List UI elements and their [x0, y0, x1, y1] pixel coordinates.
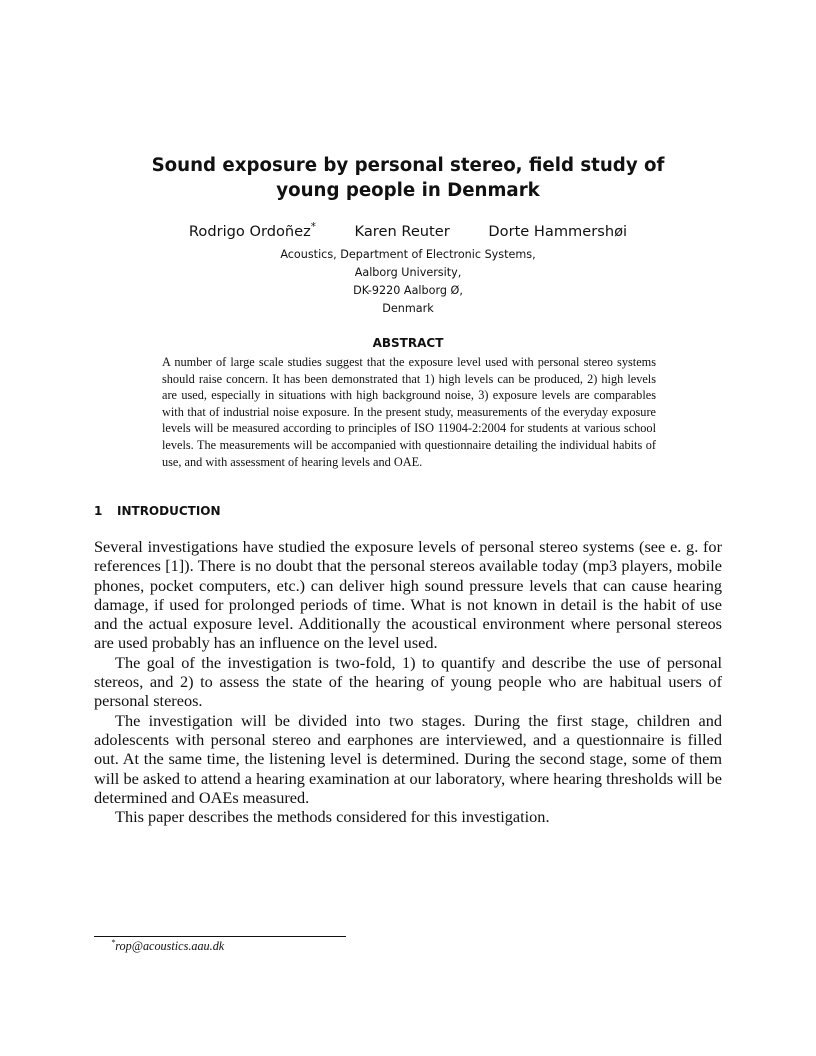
- paragraph-2: The goal of the investigation is two-fold, 1) to quantify and describe the use of personal stereos, and 2) to assess the state of the hearing of young people who are habitual users of personal stereos.: [94, 652, 722, 711]
- author-list: [0, 223, 816, 240]
- affiliation-line-3: DK-9220 Aalborg Ø,: [353, 284, 463, 297]
- introduction-body: [94, 537, 722, 826]
- paragraph-3: The investigation will be divided into two stages. During the first stage, children and adolescents with personal stereo and earphones are interviewed, and a questionnaire is filled out. At the same time, the listening level is determined. During the second stage, some of them will be asked to attend a hearing examination at our laboratory, where hearing thresholds will be determined and OAEs measured.: [94, 710, 722, 807]
- paper-title: [140, 153, 676, 203]
- footnote-email: rop@acoustics.aau.dk: [115, 939, 225, 953]
- footnote-rule: [94, 936, 346, 937]
- author-1-name: Rodrigo Ordoñez: [188, 223, 311, 240]
- paragraph-4: This paper describes the methods considered for this investigation.: [115, 807, 550, 827]
- footnote-mark: *: [111, 936, 116, 947]
- affiliation-line-4: Denmark: [382, 302, 434, 315]
- affiliation: [0, 246, 816, 318]
- title-line-1: Sound exposure by personal stereo, field study of: [151, 155, 665, 176]
- author-1-footnote-mark: *: [310, 222, 316, 234]
- paragraph-1: Several investigations have studied the exposure levels of personal stereo systems (see e. g. for references [1]). There is no doubt that the personal stereos available today (mp3 players, mobile phones, pocket computers, etc.) can deliver high sound pressure levels that can cause hearing damage, if used for prolonged periods of time. What is not known in detail is the habit of use and the actual exposure level. Additionally the acoustical environment where personal stereos are used probably has an influence on the level used.: [94, 537, 722, 653]
- section-number: 1: [94, 504, 103, 518]
- title-line-2: young people in Denmark: [276, 180, 540, 201]
- affiliation-line-2: Aalborg University,: [354, 266, 462, 279]
- abstract-text: A number of large scale studies suggest that the exposure level used with personal stereo systems should raise concern. It has been demonstrated that 1) high levels can be produced, 2) high levels are used, especially in situations with high background noise, 3) exposure levels are comparables with that of industrial noise exposure. In the present study, measurements of the everyday exposure levels will be measured according to principles of ISO 11904-2:2004 for students at various school levels. The measurements will be accompanied with questionnaire detailing the individual habits of use, and with assessment of hearing levels and OAE.: [162, 355, 656, 469]
- footnote: [111, 936, 225, 954]
- author-2: Karen Reuter: [354, 223, 450, 240]
- section-title: INTRODUCTION: [117, 504, 221, 518]
- affiliation-line-1: Acoustics, Department of Electronic Systems,: [280, 248, 536, 261]
- abstract-heading: ABSTRACT: [372, 336, 444, 350]
- section-heading: [94, 504, 221, 518]
- author-3: Dorte Hammershøi: [488, 223, 628, 240]
- author-1: [189, 223, 316, 240]
